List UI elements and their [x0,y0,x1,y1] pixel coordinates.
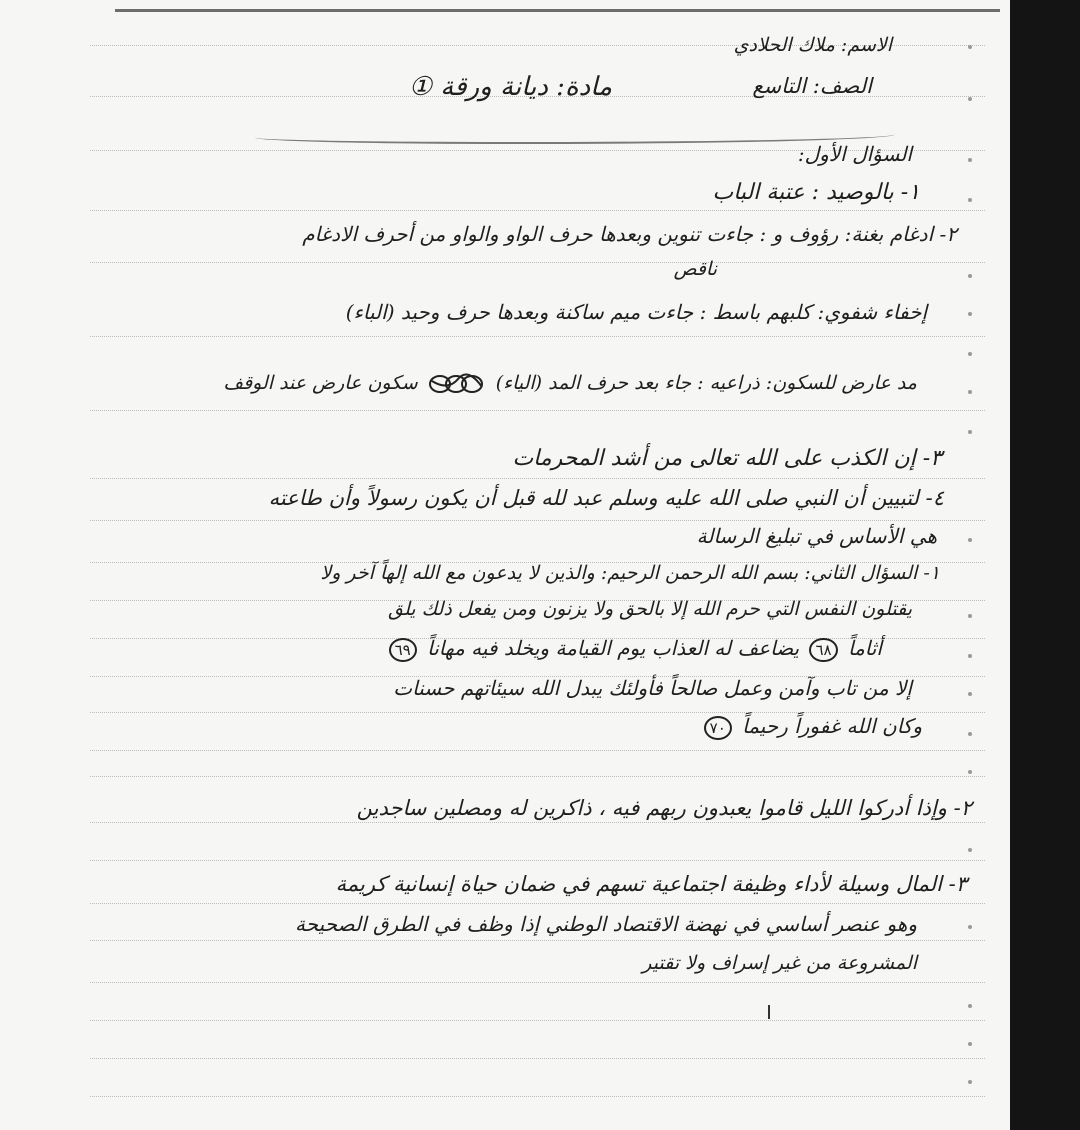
question-two-line-4: إلا من تاب وآمن وعمل صالحاً فأولئك يبدل الله سيئاتهم حسنات [393,676,912,700]
ruled-line [90,903,985,904]
question-two-line-2: يقتلون النفس التي حرم الله إلا بالحق ولا يزنون ومن يفعل ذلك يلق [388,598,912,620]
ruled-line [90,1020,985,1021]
ruled-line [90,940,985,941]
ruled-line [90,520,985,521]
margin-dot [968,352,972,356]
student-class: الصف: التاسع [752,74,872,98]
question-two-line-1: ١- السؤال الثاني: بسم الله الرحمن الرحيم: والذين لا يدعون مع الله إلهاً آخر ولا [320,562,940,584]
ruled-line [90,822,985,823]
ruled-line [90,750,985,751]
margin-dot [968,1004,972,1008]
pen-mark [768,1005,770,1019]
answer-4-line-1: ٤- لتبيين أن النبي صلى الله عليه وسلم عبد لله قبل أن يكون رسولاً وأن طاعته [268,486,944,510]
margin-dot [968,770,972,774]
margin-dot [968,198,972,202]
answer-money-line-3: المشروعة من غير إسراف ولا تقتير [642,952,917,974]
ruled-line [90,410,985,411]
question-one-title: السؤال الأول: [797,142,912,166]
ruled-line [90,712,985,713]
question-two-line-3 [385,636,882,662]
margin-dot [968,312,972,316]
ruled-line [90,860,985,861]
margin-dot [968,692,972,696]
ruled-line [90,776,985,777]
ayah-number-70: ٧٠ [704,716,732,740]
margin-dot [968,97,972,101]
madd-text: مد عارض للسكون: ذراعيه : جاء بعد حرف المد (الياء) [495,372,917,394]
answer-money-line-1: ٣- المال وسيلة لأداء وظيفة اجتماعية تسهم في ضمان حياة إنسانية كريمة [335,872,967,896]
answer-madd [223,372,917,395]
ruled-line [90,336,985,337]
margin-dot [968,1042,972,1046]
margin-dot [968,45,972,49]
margin-dot [968,390,972,394]
ayah-number-68: ٦٨ [809,638,837,662]
margin-dot [968,848,972,852]
answer-night-prayer: ٢- وإذا أدركوا الليل قاموا يعبدون ربهم فيه ، ذاكرين له ومصلين ساجدين [356,796,972,820]
ruled-line [90,1096,985,1097]
answer-1: ١- بالوصيد : عتبة الباب [712,180,920,205]
madd-text-end: سكون عارض عند الوقف [223,372,418,394]
subject-title: مادة: ديانة ورقة ① [408,72,612,102]
margin-dot [968,732,972,736]
answer-2-line-2: ناقص [673,258,717,280]
dark-background-edge [1010,0,1080,1130]
margin-dot [968,274,972,278]
ruled-line [90,478,985,479]
margin-dot [968,654,972,658]
verse-mid: يضاعف له العذاب يوم القيامة ويخلد فيه مهاناً [427,636,800,660]
ruled-line [90,262,985,263]
crossed-out-scribble [428,373,486,395]
margin-dot [968,158,972,162]
verse-start: أثاماً [847,636,882,660]
answer-ikhfa: إخفاء شفوي: كلبهم باسط : جاءت ميم ساكنة وبعدها حرف وحيد (الباء) [345,300,927,324]
student-name: الاسم: ملاك الحلادي [733,34,892,56]
margin-dot [968,430,972,434]
top-margin-line [115,9,1000,12]
answer-2-line-1: ٢- ادغام بغنة: رؤوف و : جاءت تنوين وبعدها حرف الواو والواو من أحرف الادغام [302,222,957,246]
answer-3: ٣- إن الكذب على الله تعالى من أشد المحرمات [512,446,942,471]
ruled-line [90,982,985,983]
question-two-line-5 [700,714,922,740]
margin-dot [968,538,972,542]
margin-dot [968,925,972,929]
ruled-line [90,1058,985,1059]
margin-dot [968,1080,972,1084]
answer-money-line-2: وهو عنصر أساسي في نهضة الاقتصاد الوطني إذا وظف في الطرق الصحيحة [295,912,917,936]
margin-dot [968,614,972,618]
answer-4-line-2: هي الأساس في تبليغ الرسالة [696,524,937,548]
ruled-line [90,210,985,211]
ayah-number-69: ٦٩ [389,638,417,662]
verse-end: وكان الله غفوراً رحيماً [742,714,922,738]
